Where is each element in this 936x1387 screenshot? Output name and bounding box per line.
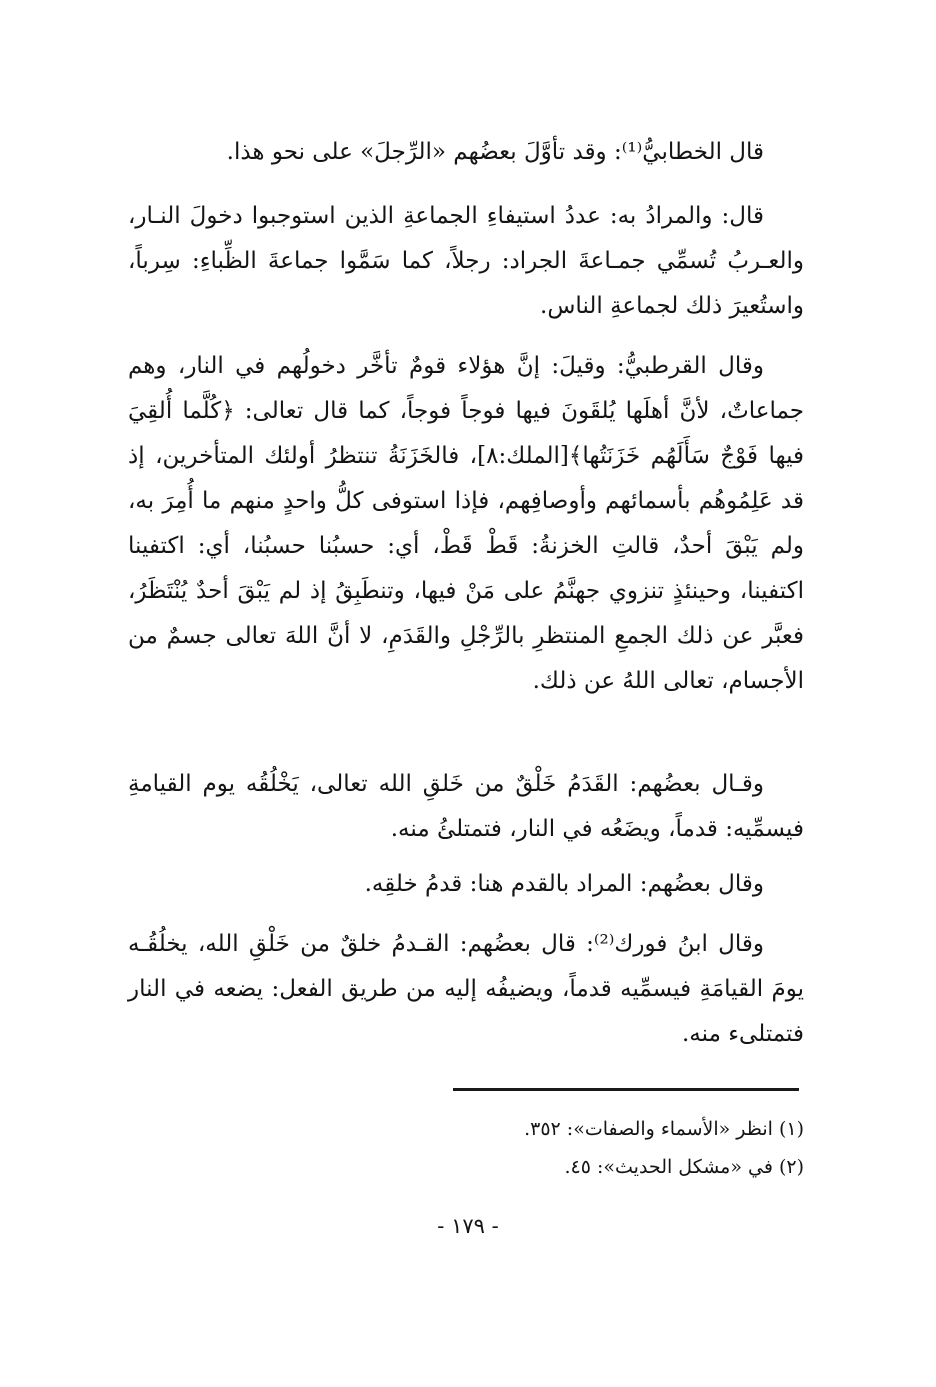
- paragraph-qadam-creation: [128, 762, 804, 852]
- paragraph-text: وقـال بعضُهم: القَدَمُ خَلْقٌ من خَلقِ الله تعالى، يَخْلُقُه يوم القيامةِ فيسمِّيه: قدماً، ويضَعُه في النار، فتمتلئُ منه.: [128, 771, 804, 842]
- paragraph-meaning: [128, 194, 804, 329]
- page-number: - ١٧٩ -: [437, 1214, 499, 1238]
- paragraph-text: وقال القرطبيُّ: وقيلَ: إنَّ هؤلاء قومٌ تأخَّر دخولُهم في النار، وهم جماعاتٌ، لأنَّ أهلَها يُلقَونَ فيها فوجاً فوجاً، كما قال تعالى: ﴿كُلَّما أُلقِيَ فيها فَوْجٌ سَأَلَهُم خَزَنَتُها﴾[الملك:٨]، فالخَزَنَةُ تنتظرُ أولئك المتأخرين، إذ قد عَلِمُوهُم بأسمائهم وأوصافِهم، فإذا استوفى كلُّ واحدٍ منهم ما أُمِرَ به، ولم يَبْقَ أحدٌ، قالتِ الخزنةُ: قَطْ قَطْ، أي: حسبُنا حسبُنا، أي: اكتفينا اكتفينا، وحينئذٍ تنزوي جهنَّمُ على مَنْ فيها، وتنطَبِقُ إذ لم يَبْقَ أحدٌ يُنْتَظَرُ، فعبَّر عن ذلك الجمعِ المنتظرِ بالرِّجْلِ والقَدَمِ، لا أنَّ اللهَ تعالى جسمٌ من الأجسام، تعالى اللهُ عن ذلك.: [128, 353, 804, 694]
- paragraph-khattabi: [128, 130, 804, 175]
- paragraph-text: قال: والمرادُ به: عددُ استيفاءِ الجماعةِ الذين استوجبوا دخولَ النـار، والعـربُ تُسمِّي جمـاعةَ الجراد: رجلاً، كما سَمَّوا جماعةَ الظِّباءِ: سِرباً، واستُعيرَ ذلك لجماعةِ الناس.: [128, 203, 804, 319]
- paragraph-qurtubi: [128, 344, 804, 704]
- footnotes: [300, 1110, 804, 1186]
- paragraph-ibn-furak: [128, 922, 804, 1057]
- paragraph-qadam-khalq: [128, 862, 804, 907]
- paragraph-text: قال الخطابيُّ⁽¹⁾: وقد تأوَّلَ بعضُهم «الرِّجلَ» على نحو هذا.: [226, 139, 764, 165]
- footnote-divider: [453, 1088, 799, 1091]
- paragraph-text: وقال بعضُهم: المراد بالقدم هنا: قدمُ خلقِه.: [364, 871, 764, 897]
- paragraph-text: وقال ابنُ فورك⁽²⁾: قال بعضُهم: القـدمُ خلقٌ من خَلْقِ الله، يخلُقُـه يومَ القيامَةِ فيسمِّيه قدماً، ويضيفُه إليه من طريق الفعل: يضعه في النار فتمتلىء منه.: [128, 931, 804, 1047]
- footnote-2: (٢) في «مشكل الحديث»: ٤٥.: [564, 1156, 804, 1178]
- footnote-1: (١) انظر «الأسماء والصفات»: ٣٥٢.: [524, 1118, 804, 1140]
